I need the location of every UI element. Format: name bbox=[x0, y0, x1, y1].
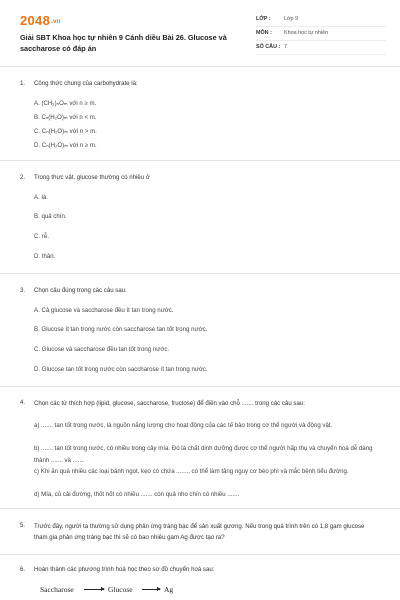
logo-text: 2048 bbox=[20, 13, 51, 28]
question-stem: Công thức chung của carbohydrate là: bbox=[34, 80, 138, 87]
option-a: A. Cả glucose và saccharose đều ít tan trong nước. bbox=[34, 307, 174, 314]
arrow-right-icon bbox=[84, 589, 104, 590]
option-a: A. lá. bbox=[34, 194, 48, 201]
fill-in-part-a: a) ....... tan tốt trong nước, là nguồn năng lượng cho hoạt động của các tế bào trong cơ thể người và động vật. bbox=[34, 422, 333, 429]
formula-text: Cₙ(H₂O)ₘ với n < m. bbox=[41, 114, 97, 121]
meta-value: Khoa học tự nhiên bbox=[284, 30, 329, 36]
divider bbox=[0, 554, 400, 555]
fill-in-part-d: d) Mía, củ cải đường, thốt nốt có nhiều ....... còn quả nho chín có nhiều ....... bbox=[34, 491, 240, 498]
option-b: B. Glucose ít tan trong nước còn saccharose tan tốt trong nước. bbox=[34, 326, 208, 333]
meta-value: 7 bbox=[284, 44, 287, 50]
divider bbox=[0, 273, 400, 274]
divider bbox=[0, 508, 400, 509]
meta-key: SỐ CÂU : bbox=[256, 44, 281, 50]
question-stem: Hoàn thành các phương trình hoá học theo sơ đồ chuyển hoá sau: bbox=[34, 566, 215, 573]
site-logo[interactable] bbox=[20, 13, 61, 28]
question-stem: Trước đây, người ta thường sử dụng phản ứng tráng bạc để sản xuất gương. Nếu trong quá trình trên có 1,8 gam glucose tham gia phản ứng tráng bạc thì sẽ có bao nhiêu gam Ag được tạo ra? bbox=[34, 523, 365, 541]
option-a: A. (CH₂)ₙOₘ với n ≥ m. bbox=[34, 100, 97, 107]
option-d: D. thân. bbox=[34, 253, 56, 260]
fill-in-part-b: b) ....... tan tốt trong nước, có nhiều trong cây mía. Đó là chất dinh dưỡng được cơ thể người hấp thụ và chuyển hoá dễ dàng thành ....... và ....... bbox=[34, 445, 373, 464]
meta-key: MÔN : bbox=[256, 30, 272, 36]
option-b: B. Cₙ(H₂O)ₘ với n < m. bbox=[34, 114, 97, 121]
meta-row-count bbox=[256, 41, 386, 55]
divider bbox=[0, 160, 400, 161]
arrow-right-icon bbox=[142, 589, 160, 590]
question-stem: Chọn các từ thích hợp (lipid, glucose, saccharose, fructose) để điền vào chỗ ....... trong các câu sau: bbox=[34, 400, 305, 407]
question-stem: Chọn câu đúng trong các câu sau. bbox=[34, 287, 127, 294]
question-number: 1. bbox=[20, 80, 26, 87]
formula-text: Cₙ(H₂O)ₘ với n > m. bbox=[41, 128, 97, 135]
meta-value: Lớp 9 bbox=[284, 16, 299, 22]
question-stem: Trong thực vật, glucose thường có nhiều ở bbox=[34, 174, 150, 181]
scheme-node: Glucose bbox=[108, 585, 133, 594]
option-d: D. Cₙ(H₂O)ₘ với n ≥ m. bbox=[34, 142, 97, 149]
fill-in-part-c: c) Khi ăn quá nhiều các loại bánh ngọt, kẹo có chứa ......., có thể làm tăng nguy cơ béo phì và mắc bệnh tiểu đường. bbox=[34, 468, 349, 475]
question-number: 3. bbox=[20, 287, 26, 294]
option-c: C. Glucose và saccharose đều tan tốt trong nước. bbox=[34, 346, 170, 353]
document-header bbox=[0, 0, 400, 67]
option-c: C. Cₙ(H₂O)ₘ với n > m. bbox=[34, 128, 97, 135]
scheme-node: Ag bbox=[164, 585, 174, 594]
meta-key: LỚP : bbox=[256, 16, 271, 22]
meta-row-class bbox=[256, 13, 386, 27]
formula-text: (CH₂)ₙOₘ với n ≥ m. bbox=[41, 100, 97, 107]
question-number: 4. bbox=[20, 399, 26, 406]
logo-suffix: .vn bbox=[51, 18, 61, 25]
option-d: D. Glucose tan tốt trong nước còn saccharose ít tan trong nước. bbox=[34, 366, 208, 373]
option-c: C. rễ. bbox=[34, 233, 49, 240]
formula-text: Cₙ(H₂O)ₘ với n ≥ m. bbox=[41, 142, 97, 149]
option-b: B. quả chín. bbox=[34, 213, 67, 220]
document-title: Giải SBT Khoa học tự nhiên 9 Cánh diều Bài 26. Glucose và saccharose có đáp án bbox=[20, 33, 227, 53]
conversion-scheme bbox=[40, 584, 240, 598]
divider bbox=[0, 386, 400, 387]
meta-row-subject bbox=[256, 27, 386, 41]
question-number: 5. bbox=[20, 522, 26, 529]
question-number: 6. bbox=[20, 566, 26, 573]
question-number: 2. bbox=[20, 174, 26, 181]
scheme-node: Saccharose bbox=[40, 585, 74, 594]
